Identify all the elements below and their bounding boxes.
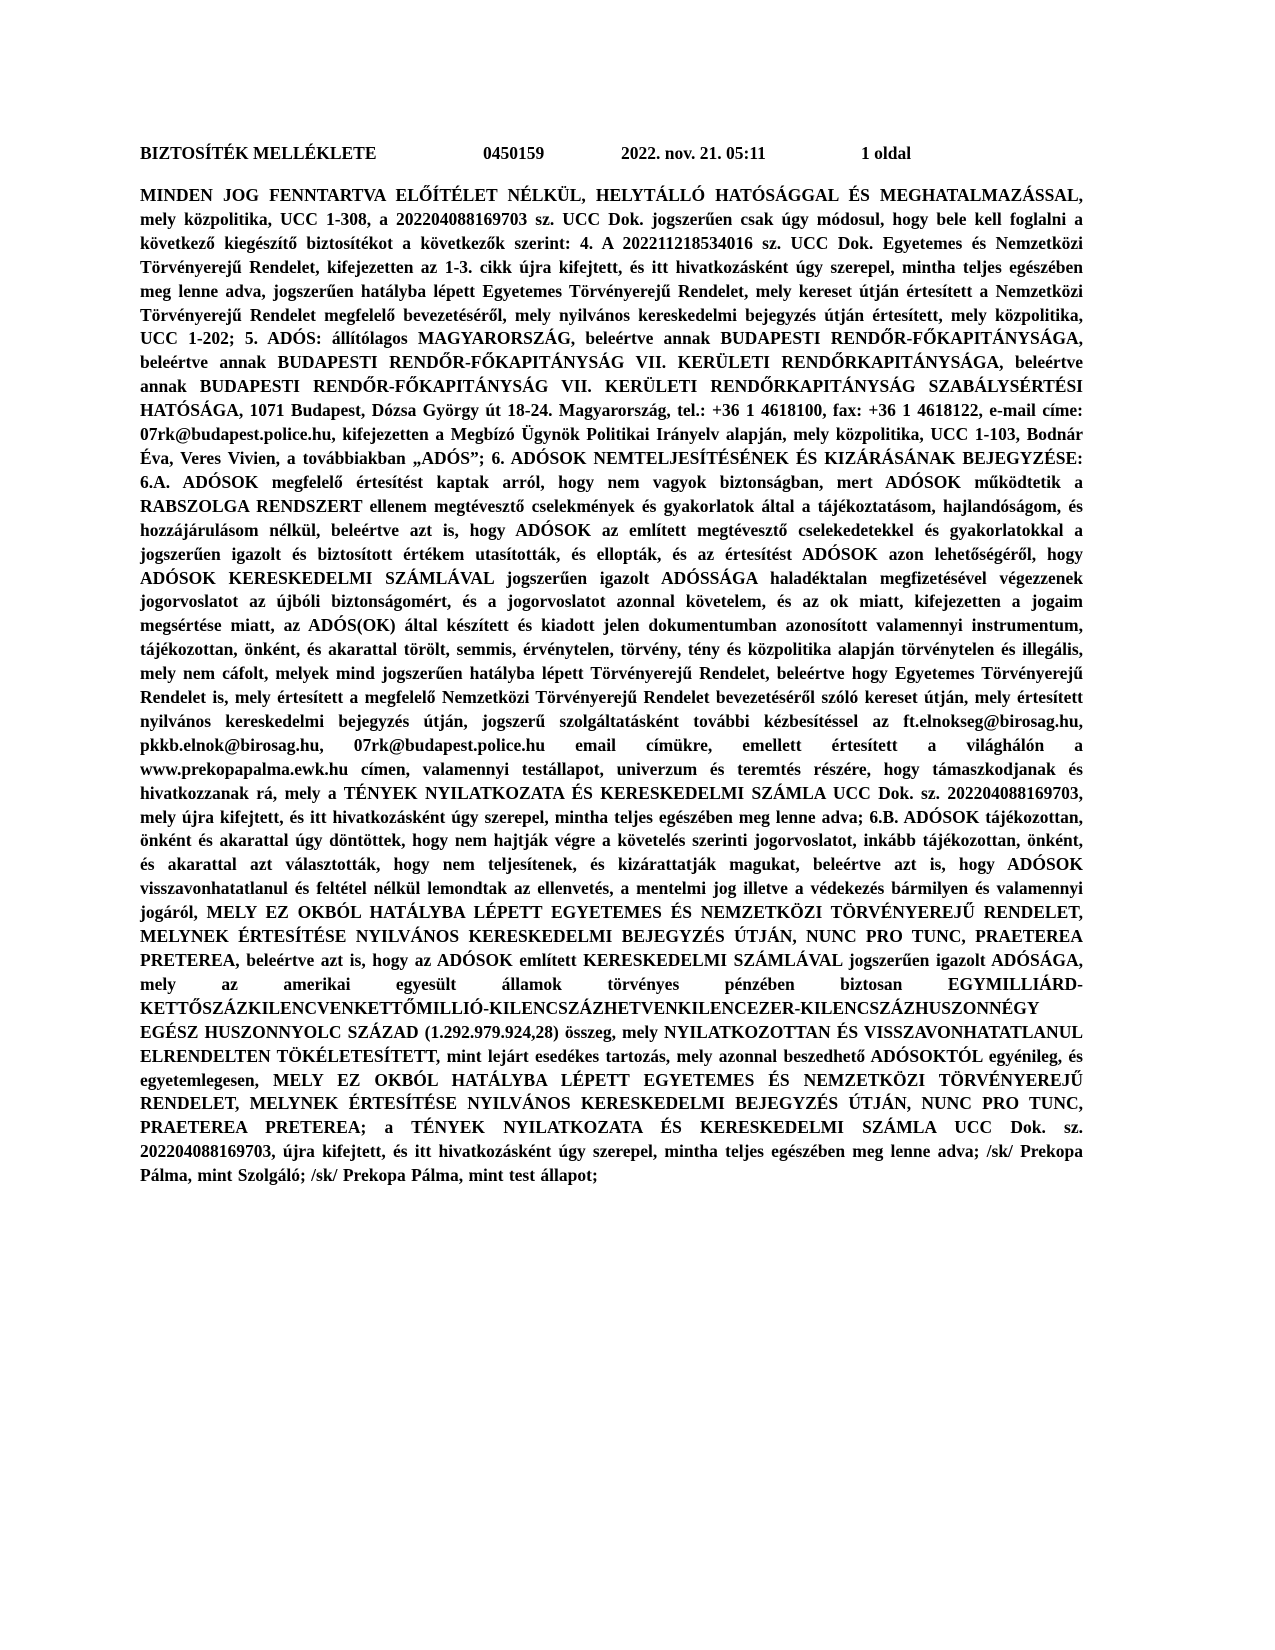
page-number-label: 1 oldal [861,143,912,163]
document-number: 0450159 [483,143,545,163]
document-body [140,184,1083,1188]
document-header [140,141,1083,165]
document-title: BIZTOSÍTÉK MELLÉKLETE [140,143,377,163]
document-datetime: 2022. nov. 21. 05:11 [621,143,766,163]
body-paragraph: MINDEN JOG FENNTARTVA ELŐÍTÉLET NÉLKÜL, HELYTÁLLÓ HATÓSÁGGAL ÉS MEGHATALMAZÁSSAL, mely közpolitika, UCC 1-308, a 202204088169703 sz. UCC Dok. jogszerűen csak úgy módosul, hogy bele kell foglalni a következő kiegészítő biztosítékot a következők szerint: 4. A 202211218534016 sz. UCC Dok. Egyetemes és Nemzetközi Törvényerejű Rendelet, kifejezetten az 1-3. cikk újra kifejtett, és itt hivatkozásként úgy szerepel, mintha teljes egészében meg lenne adva, jogszerűen hatályba lépett Egyetemes Törvényerejű Rendelet, mely kereset útján értesített a Nemzetközi Törvényerejű Rendelet megfelelő bevezetéséről, mely nyilvános kereskedelmi bejegyzés útján értesített, mely közpolitika, UCC 1-202; 5. ADÓS: állítólagos MAGYARORSZÁG, beleértve annak BUDAPESTI RENDŐR-FŐKAPITÁNYSÁGA, beleértve annak BUDAPESTI RENDŐR-FŐKAPITÁNYSÁG VII. KERÜLETI RENDŐRKAPITÁNYSÁGA, beleértve annak BUDAPESTI RENDŐR-FŐKAPITÁNYSÁG VII. KERÜLETI RENDŐRKAPITÁNYSÁG SZABÁLYSÉRTÉSI HATÓSÁGA, 1071 Budapest, Dózsa György út 18-24. Magyarország, tel.: +36 1 4618100, fax: +36 1 4618122, e-mail címe: 07rk@budapest.police.hu, kifejezetten a Megbízó Ügynök Politikai Irányelv alapján, mely közpolitika, UCC 1-103, Bodnár Éva, Veres Vivien, a továbbiakban „ADÓS”; 6. ADÓSOK NEMTELJESÍTÉSÉNEK ÉS KIZÁRÁSÁNAK BEJEGYZÉSE: 6.A. ADÓSOK megfelelő értesítést kaptak arról, hogy nem vagyok biztonságban, mert ADÓSOK működtetik a RABSZOLGA RENDSZERT ellenem megtévesztő cselekmények és gyakorlatok által a tájékoztatásom, hajlandóságom, és hozzájárulásom nélkül, beleértve azt is, hogy ADÓSOK az említett megtévesztő cselekedetekkel és gyakorlatokkal a jogszerűen igazolt és biztosított értékem utasították, és ellopták, és az értesítést ADÓSOK azon lehetőségéről, hogy ADÓSOK KERESKEDELMI SZÁMLÁVAL jogszerűen igazolt ADÓSSÁGA haladéktalan megfizetésével végezzenek jogorvoslatot az újbóli biztonságomért, és a jogorvoslatot azonnal követelem, és az ok miatt, kifejezetten a jogaim megsértése miatt, az ADÓS(OK) által készített és kiadott jelen dokumentumban azonosított valamennyi instrumentum, tájékozottan, önként, és akarattal törölt, semmis, érvénytelen, törvény, tény és közpolitika alapján törvénytelen és illegális, mely nem cáfolt, melyek mind jogszerűen hatályba lépett Törvényerejű Rendelet, beleértve hogy Egyetemes Törvényerejű Rendelet is, mely értesített a megfelelő Nemzetközi Törvényerejű Rendelet bevezetéséről szóló kereset útján, mely értesített nyilvános kereskedelmi bejegyzés útján, jogszerű szolgáltatásként további kézbesítéssel az ft.elnokseg@birosag.hu, pkkb.elnok@birosag.hu, 07rk@budapest.police.hu email címükre, emellett értesített a világhálón a www.prekopapalma.ewk.hu címen, valamennyi testállapot, univerzum és teremtés részére, hogy támaszkodjanak és hivatkozzanak rá, mely a TÉNYEK NYILATKOZATA ÉS KERESKEDELMI SZÁMLA UCC Dok. sz. 202204088169703, mely újra kifejtett, és itt hivatkozásként úgy szerepel, mintha teljes egészében meg lenne adva; 6.B. ADÓSOK tájékozottan, önként és akarattal úgy döntöttek, hogy nem hajtják végre a követelés szerinti jogorvoslatot, inkább tájékozottan, önként, és akarattal azt választották, hogy nem teljesítenek, és kizárattatják magukat, beleértve azt is, hogy ADÓSOK visszavonhatatlanul és feltétel nélkül lemondtak az ellenvetés, a mentelmi jog illetve a védekezés bármilyen és valamennyi jogáról, MELY EZ OKBÓL HATÁLYBA LÉPETT EGYETEMES ÉS NEMZETKÖZI TÖRVÉNYEREJŰ RENDELET, MELYNEK ÉRTESÍTÉSE NYILVÁNOS KERESKEDELMI BEJEGYZÉS ÚTJÁN, NUNC PRO TUNC, PRAETEREA PRETEREA, beleértve azt is, hogy az ADÓSOK említett KERESKEDELMI SZÁMLÁVAL jogszerűen igazolt ADÓSÁGA, mely az amerikai egyesült államok törvényes pénzében biztosan EGYMILLIÁRD-KETTŐSZÁZKILENCVENKETTŐMILLIÓ-KILENCSZÁZHETVENKILENCEZER-KILENCSZÁZHUSZONNÉGY EGÉSZ HUSZONNYOLC SZÁZAD (1.292.979.924,28) összeg, mely NYILATKOZOTTAN ÉS VISSZAVONHATATLANUL ELRENDELTEN TÖKÉLETESÍTETT, mint lejárt esedékes tartozás, mely azonnal beszedhető ADÓSOKTÓL egyénileg, és egyetemlegesen, MELY EZ OKBÓL HATÁLYBA LÉPETT EGYETEMES ÉS NEMZETKÖZI TÖRVÉNYEREJŰ RENDELET, MELYNEK ÉRTESÍTÉSE NYILVÁNOS KERESKEDELMI BEJEGYZÉS ÚTJÁN, NUNC PRO TUNC, PRAETEREA PRETEREA; a TÉNYEK NYILATKOZATA ÉS KERESKEDELMI SZÁMLA UCC Dok. sz. 202204088169703, újra kifejtett, és itt hivatkozásként úgy szerepel, mintha teljes egészében meg lenne adva; /sk/ Prekopa Pálma, mint Szolgáló; /sk/ Prekopa Pálma, mint test állapot; [140,185,1083,1186]
